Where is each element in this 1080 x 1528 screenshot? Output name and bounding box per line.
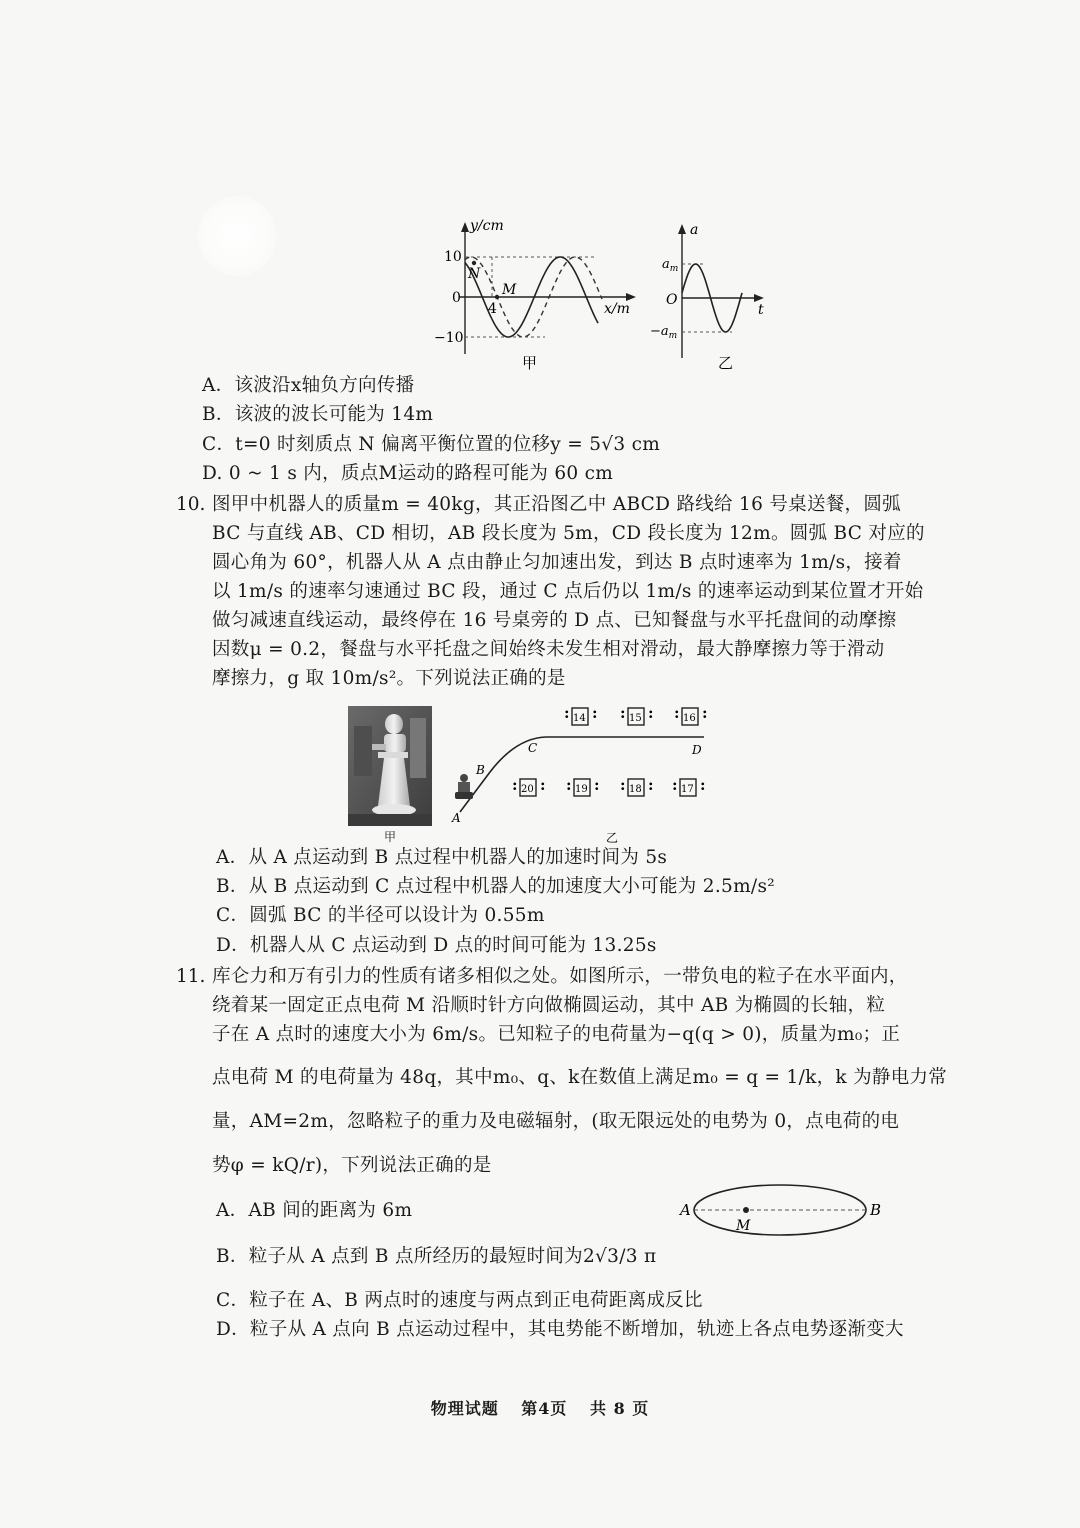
q11-option-a: A．AB 间的距离为 6m — [216, 1200, 413, 1221]
svg-text::: : — [540, 776, 546, 794]
table-19 — [566, 776, 600, 796]
acceleration-graph-figure — [646, 218, 772, 372]
origin-label: O — [666, 292, 678, 308]
tick-neg-10: −10 — [434, 330, 464, 346]
q9-option-a: A．该波沿x轴负方向传播 — [202, 375, 415, 396]
robot-photo — [348, 706, 432, 826]
tick-10: 10 — [444, 249, 462, 265]
figure-caption-yi: 乙 — [718, 354, 734, 372]
svg-text::: : — [566, 776, 572, 794]
point-n-marker — [472, 261, 476, 265]
table-14 — [564, 704, 598, 725]
q10-number: 10. — [176, 494, 206, 515]
q11-option-d: D．粒子从 A 点向 B 点运动过程中，其电势能不断增加，轨迹上各点电势逐渐变大 — [216, 1319, 904, 1340]
svg-text::: : — [648, 776, 654, 794]
svg-text:18: 18 — [629, 784, 642, 795]
t-axis-label: t — [758, 302, 764, 318]
q10-caption-yi: 乙 — [606, 831, 619, 845]
tick-am: $a_m$ — [662, 257, 679, 274]
footer-page: 第4页 — [521, 1399, 568, 1418]
svg-text::: : — [564, 704, 570, 722]
svg-text::: : — [594, 776, 600, 794]
svg-text::: : — [620, 776, 626, 794]
charge-m-dot — [743, 1207, 749, 1213]
x-axis-label: x/m — [604, 301, 630, 317]
ellipse-orbit-figure — [674, 1182, 888, 1242]
svg-text::: : — [672, 776, 678, 794]
footer-total: 共 8 页 — [590, 1399, 650, 1418]
ellipse-label-m: M — [736, 1218, 751, 1234]
q10-line-6: 因数μ = 0.2，餐盘与水平托盘之间始终未发生相对滑动，最大静摩擦力等于滑动 — [212, 639, 885, 660]
table-15 — [620, 704, 654, 725]
q10-line-1: 图甲中机器人的质量m = 40kg，其正沿图乙中 ABCD 路线给 16 号桌送餐，圆弧 — [212, 494, 901, 515]
q11-option-b: B．粒子从 A 点到 B 点所经历的最短时间为2√3/3 π — [216, 1246, 657, 1267]
svg-text::: : — [512, 776, 518, 794]
svg-text::: : — [702, 704, 708, 722]
svg-text::: : — [648, 704, 654, 722]
ellipse-label-a: A — [680, 1201, 691, 1219]
svg-text::: : — [674, 704, 680, 722]
q10-caption-jia: 甲 — [384, 830, 397, 844]
t-axis-arrow-icon — [754, 294, 764, 302]
route-diagram — [446, 700, 716, 850]
q10-option-b: B．从 B 点运动到 C 点过程中机器人的加速度大小可能为 2.5m/s² — [216, 876, 775, 897]
robot-icon — [455, 774, 473, 799]
svg-text:20: 20 — [521, 784, 534, 795]
point-b-label: B — [476, 763, 485, 777]
q11-line-5: 量，AM=2m，忽略粒子的重力及电磁辐射，(取无限远处的电势为 0，点电荷的电 — [212, 1111, 900, 1132]
tick-neg-am: $-a_m$ — [650, 324, 678, 341]
a-axis-label: a — [690, 222, 699, 238]
x-axis-arrow-icon — [626, 293, 636, 301]
svg-text:16: 16 — [683, 713, 696, 724]
q11-option-c: C．粒子在 A、B 两点时的速度与两点到正电荷距离成反比 — [216, 1290, 703, 1311]
tick-4: 4 — [488, 301, 497, 317]
point-c-label: C — [528, 741, 538, 755]
svg-text:17: 17 — [681, 784, 694, 795]
label-n: N — [468, 266, 481, 282]
q9-option-c: C．t=0 时刻质点 N 偏离平衡位置的位移y = 5√3 cm — [202, 434, 661, 455]
svg-text::: : — [700, 776, 706, 794]
svg-text:15: 15 — [629, 713, 642, 724]
q11-line-1: 库仑力和万有引力的性质有诸多相似之处。如图所示，一带负电的粒子在水平面内， — [212, 966, 908, 987]
table-20 — [512, 776, 546, 796]
q11-line-4: 点电荷 M 的电荷量为 48q，其中m₀、q、k在数值上满足m₀ = q = 1/k，k 为静电力常 — [212, 1067, 948, 1088]
tick-0: 0 — [452, 290, 461, 306]
q9-option-d: D. 0 ~ 1 s 内，质点M运动的路程可能为 60 cm — [202, 463, 614, 484]
q10-option-d: D．机器人从 C 点运动到 D 点的时间可能为 13.25s — [216, 935, 657, 956]
scan-blemish — [198, 196, 276, 276]
q11-line-6: 势φ = kQ/r)，下列说法正确的是 — [212, 1155, 492, 1176]
q10-line-4: 以 1m/s 的速率匀速通过 BC 段，通过 C 点后仍以 1m/s 的速率运动到某位置才开始 — [212, 581, 924, 602]
q10-option-a: A．从 A 点运动到 B 点过程中机器人的加速时间为 5s — [216, 847, 668, 868]
point-d-label: D — [692, 743, 702, 757]
svg-text::: : — [592, 704, 598, 722]
footer-subject: 物理试题 — [430, 1399, 499, 1418]
svg-text:14: 14 — [573, 713, 586, 724]
q11-line-2: 绕着某一固定正点电荷 M 沿顺时针方向做椭圆运动，其中 AB 为椭圆的长轴，粒 — [212, 995, 886, 1016]
page-footer — [0, 1396, 1080, 1419]
figure-caption-jia: 甲 — [522, 354, 538, 372]
q10-line-2: BC 与直线 AB、CD 相切，AB 段长度为 5m，CD 段长度为 12m。圆弧 BC 对应的 — [212, 523, 925, 544]
table-16 — [674, 704, 708, 725]
svg-text::: : — [620, 704, 626, 722]
table-18 — [620, 776, 654, 796]
point-a-label: A — [452, 811, 461, 825]
route-path — [460, 737, 704, 812]
q11-number: 11. — [176, 966, 206, 987]
q10-line-7: 摩擦力，g 取 10m/s²。下列说法正确的是 — [212, 668, 566, 689]
y-axis-label: y/cm — [470, 218, 504, 234]
y-axis-arrow-icon — [461, 222, 469, 232]
ellipse-label-b: B — [870, 1201, 882, 1219]
svg-text:19: 19 — [575, 784, 588, 795]
q9-option-b: B．该波的波长可能为 14m — [202, 404, 434, 425]
point-m-marker — [495, 295, 499, 299]
table-17 — [672, 776, 706, 796]
q10-line-3: 圆心角为 60°，机器人从 A 点由静止匀加速出发，到达 B 点时速率为 1m/s，接着 — [212, 552, 902, 573]
wave-graph-figure — [430, 216, 650, 372]
q10-option-c: C．圆弧 BC 的半径可以设计为 0.55m — [216, 905, 545, 926]
q10-line-5: 做匀减速直线运动，最终停在 16 号桌旁的 D 点、已知餐盘与水平托盘间的动摩擦 — [212, 610, 897, 631]
label-m: M — [502, 282, 517, 298]
q11-line-3: 子在 A 点时的速度大小为 6m/s。已知粒子的电荷量为−q(q > 0)，质量为m₀；正 — [212, 1024, 901, 1045]
a-axis-arrow-icon — [678, 224, 686, 234]
